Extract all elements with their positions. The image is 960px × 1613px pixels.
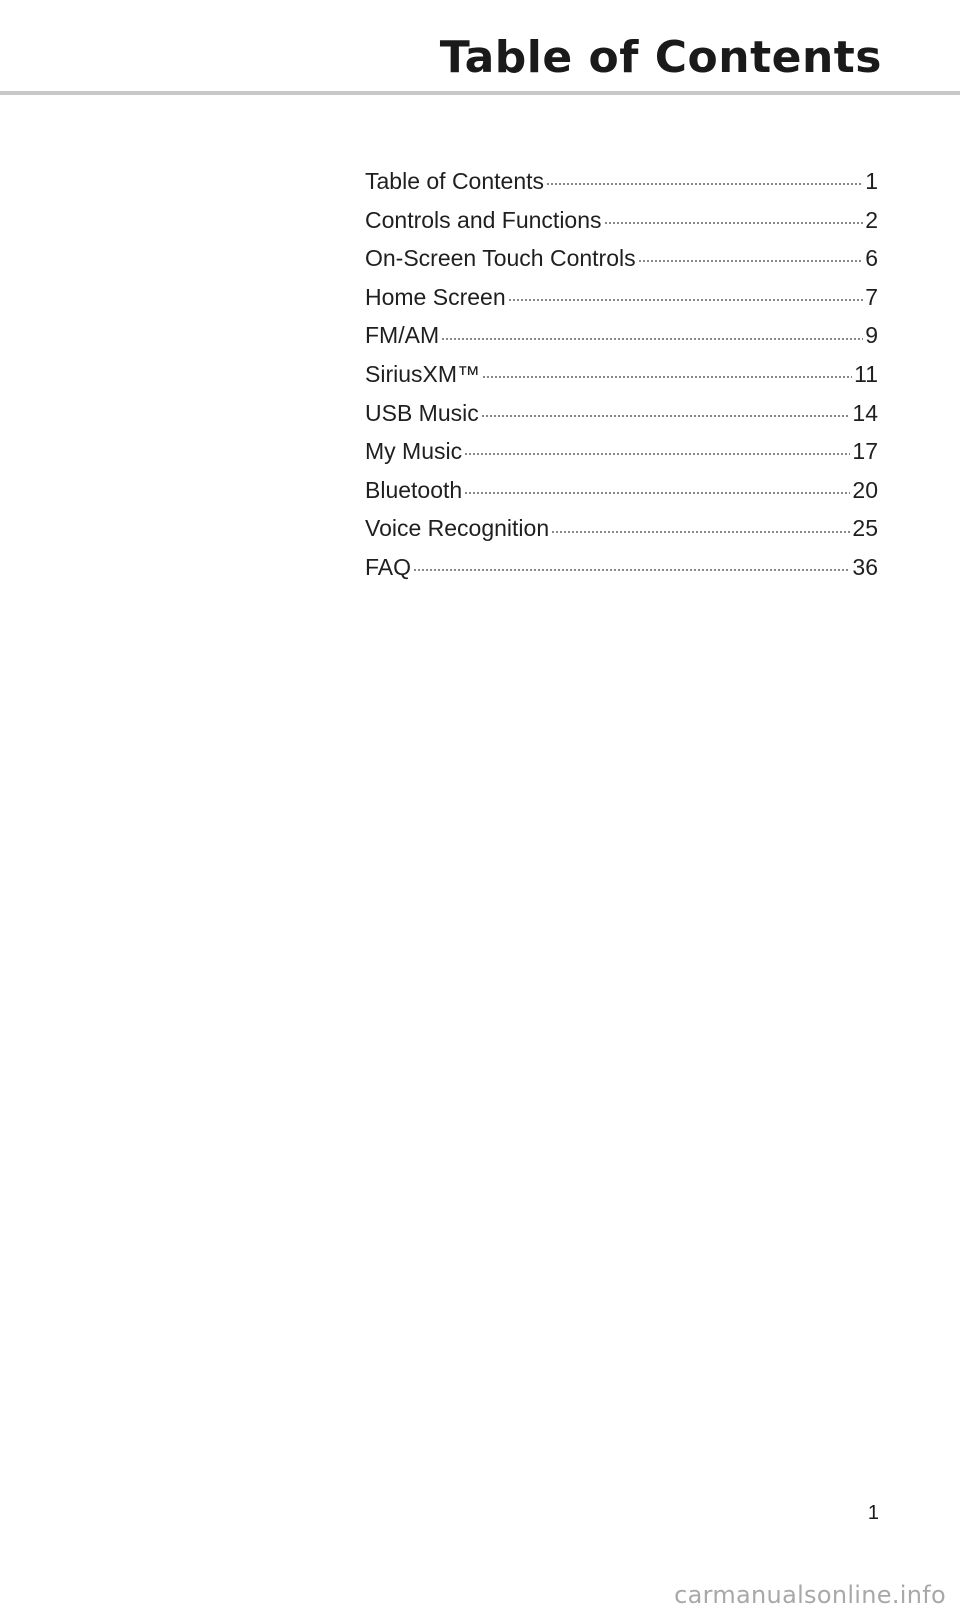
toc-dot-leader — [481, 412, 851, 420]
toc-entry-title: My Music — [365, 438, 463, 465]
toc-entry[interactable] — [365, 432, 878, 471]
toc-dot-leader — [482, 373, 852, 381]
toc-dot-leader — [508, 296, 864, 304]
toc-entry[interactable] — [365, 162, 878, 201]
toc-entry-title: Table of Contents — [365, 168, 545, 194]
toc-entry-page: 14 — [852, 399, 878, 426]
toc-entry-page: 7 — [865, 283, 878, 310]
toc-entry[interactable] — [365, 509, 878, 548]
toc-entry-title: Controls and Functions — [365, 206, 602, 233]
toc-entry-title: FAQ — [365, 553, 412, 580]
toc-entry[interactable] — [365, 548, 878, 587]
toc-dot-leader — [464, 450, 850, 458]
toc-entry-page: 1 — [865, 168, 878, 194]
toc-entry[interactable] — [365, 355, 878, 394]
toc-list — [365, 162, 878, 587]
toc-entry-title: Voice Recognition — [365, 515, 550, 542]
toc-dot-leader — [441, 335, 863, 343]
toc-dot-leader — [638, 257, 864, 265]
toc-entry-page: 9 — [865, 322, 878, 349]
toc-entry-page: 6 — [865, 245, 878, 272]
toc-entry-title: FM/AM — [365, 322, 440, 349]
toc-entry-title: On-Screen Touch Controls — [365, 245, 636, 272]
page-title: Table of Contents — [439, 32, 882, 83]
toc-dot-leader — [546, 180, 863, 188]
toc-entry-title: Bluetooth — [365, 476, 463, 503]
toc-entry-page: 2 — [865, 206, 878, 233]
toc-entry-title: USB Music — [365, 399, 479, 426]
toc-entry[interactable] — [365, 239, 878, 278]
toc-dot-leader — [413, 566, 850, 574]
toc-entry-title: Home Screen — [365, 283, 506, 310]
toc-entry[interactable] — [365, 278, 878, 317]
header-divider — [0, 91, 960, 95]
toc-entry-page: 25 — [852, 515, 878, 542]
toc-entry-page: 11 — [854, 360, 878, 387]
toc-entry[interactable] — [365, 471, 878, 510]
toc-entry-page: 20 — [852, 476, 878, 503]
watermark-text: carmanualsonline.info — [674, 1581, 946, 1609]
toc-entry[interactable] — [365, 201, 878, 240]
toc-entry[interactable] — [365, 394, 878, 433]
toc-dot-leader — [604, 219, 864, 227]
toc-entry-page: 36 — [852, 553, 878, 580]
toc-entry[interactable] — [365, 316, 878, 355]
page-number: 1 — [867, 1502, 879, 1524]
toc-entry-title: SiriusXM™ — [365, 360, 481, 387]
toc-dot-leader — [551, 528, 850, 536]
toc-entry-page: 17 — [852, 438, 878, 465]
toc-dot-leader — [464, 489, 850, 497]
